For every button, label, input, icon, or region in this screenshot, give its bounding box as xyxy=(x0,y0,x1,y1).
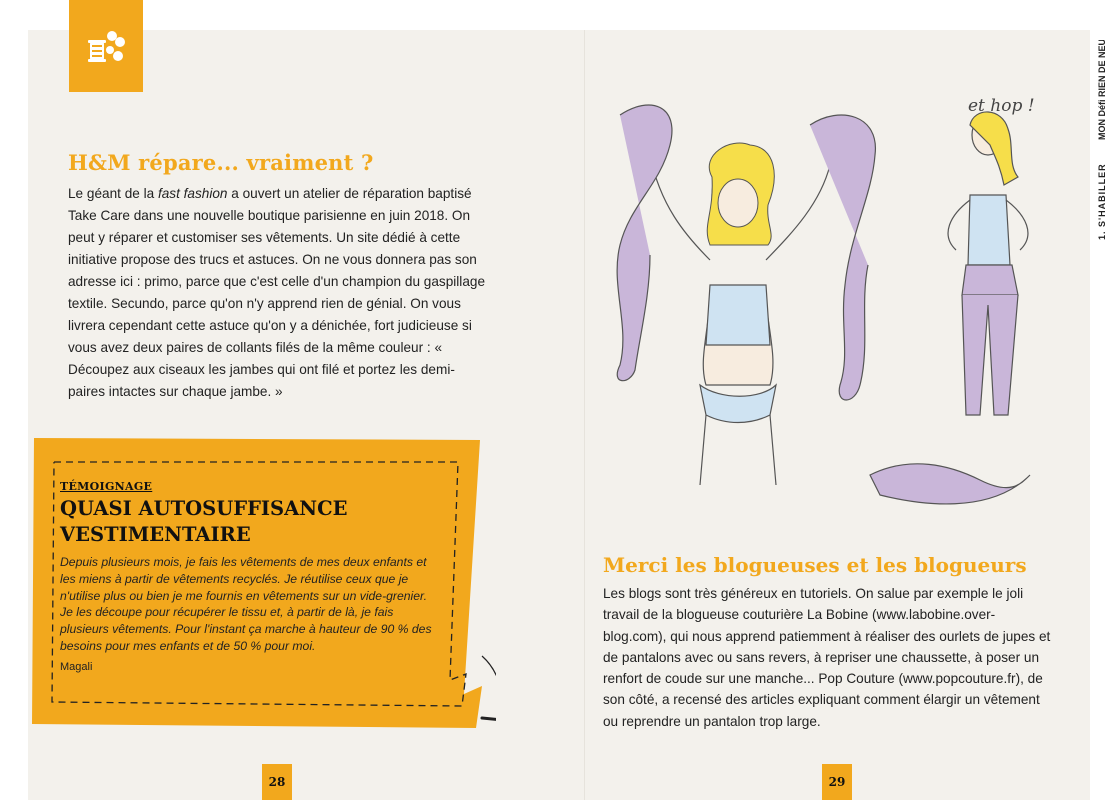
chapter-icon-tab xyxy=(69,0,143,92)
testimony-body: Depuis plusieurs mois, je fais les vêtements de mes deux enfants et les miens à partir de vêtements recyclés. Je réutilise ceux que je n'utilise plus ou bien je me fournis en vêtements sur un vide-grenier. Je les découpe pour récupérer le tissu et, à partir de là, je fais plusieurs vêtements. Pour l'instant ça marche à hauteur de 90 % des besoins pour mes enfants et de 50 % pour moi. xyxy=(60,555,432,653)
side-label-brand: MON Défi RIEN DE NEUF xyxy=(1097,40,1107,140)
page-number-left: 28 xyxy=(262,764,292,800)
testimony-title: QUASI AUTOSUFFISANCE VESTIMENTAIRE xyxy=(60,497,348,546)
page-number-right: 29 xyxy=(822,764,852,800)
sewing-icon xyxy=(84,24,128,68)
testimony-content xyxy=(60,480,440,673)
testimony-kicker: TÉMOIGNAGE xyxy=(60,480,153,493)
paragraph-blogs: Les blogs sont très généreux en tutoriels. On salue par exemple le joli travail de la blogueuse couturière La Bobine (www.labobine.over-blog.com), qui nous apprend patiemment à réaliser des ourlets de jupes et de pantalons avec ou sans revers, à repriser une chaussette, à poser un renfort de coude sur une manche... Pop Couture (www.popcouture.fr), de son côté, a recensé des articles expliquant comment élargir un vêtement ou reprendre un pantalon trop large. xyxy=(603,586,1051,729)
heading-blogs: Merci les blogueuses et les blogueurs xyxy=(603,553,1027,577)
heading-hm: H&M répare... vraiment ? xyxy=(68,150,374,175)
illustration-women-tights xyxy=(590,85,1060,525)
illustration-caption: et hop ! xyxy=(968,96,1035,116)
gutter xyxy=(584,30,585,800)
running-header xyxy=(1096,40,1108,240)
testimony-signature: Magali xyxy=(60,660,93,673)
side-label-chapter: 1. S'HABILLER xyxy=(1097,163,1107,240)
paragraph-hm: Le géant de la fast fashion a ouvert un atelier de réparation baptisé Take Care dans une nouvelle boutique parisienne en juin 2018. On peut y réparer et customiser ses vêtements. Un site dédié à cette initiative propose des trucs et astuces. On ne vous donnera pas son adresse ici : primo, parce que c'est celle d'un champion du gaspillage textile. Secundo, parce qu'on n'y apprend rien de génial. On vous livrera cependant cette astuce qu'on y a dénichée, fort judicieuse si vous avez deux paires de collants filés de la même couleur : « Découpez aux ciseaux les jambes qui ont filé et portez les demi-paires intactes sur chaque jambe. » xyxy=(68,186,486,399)
